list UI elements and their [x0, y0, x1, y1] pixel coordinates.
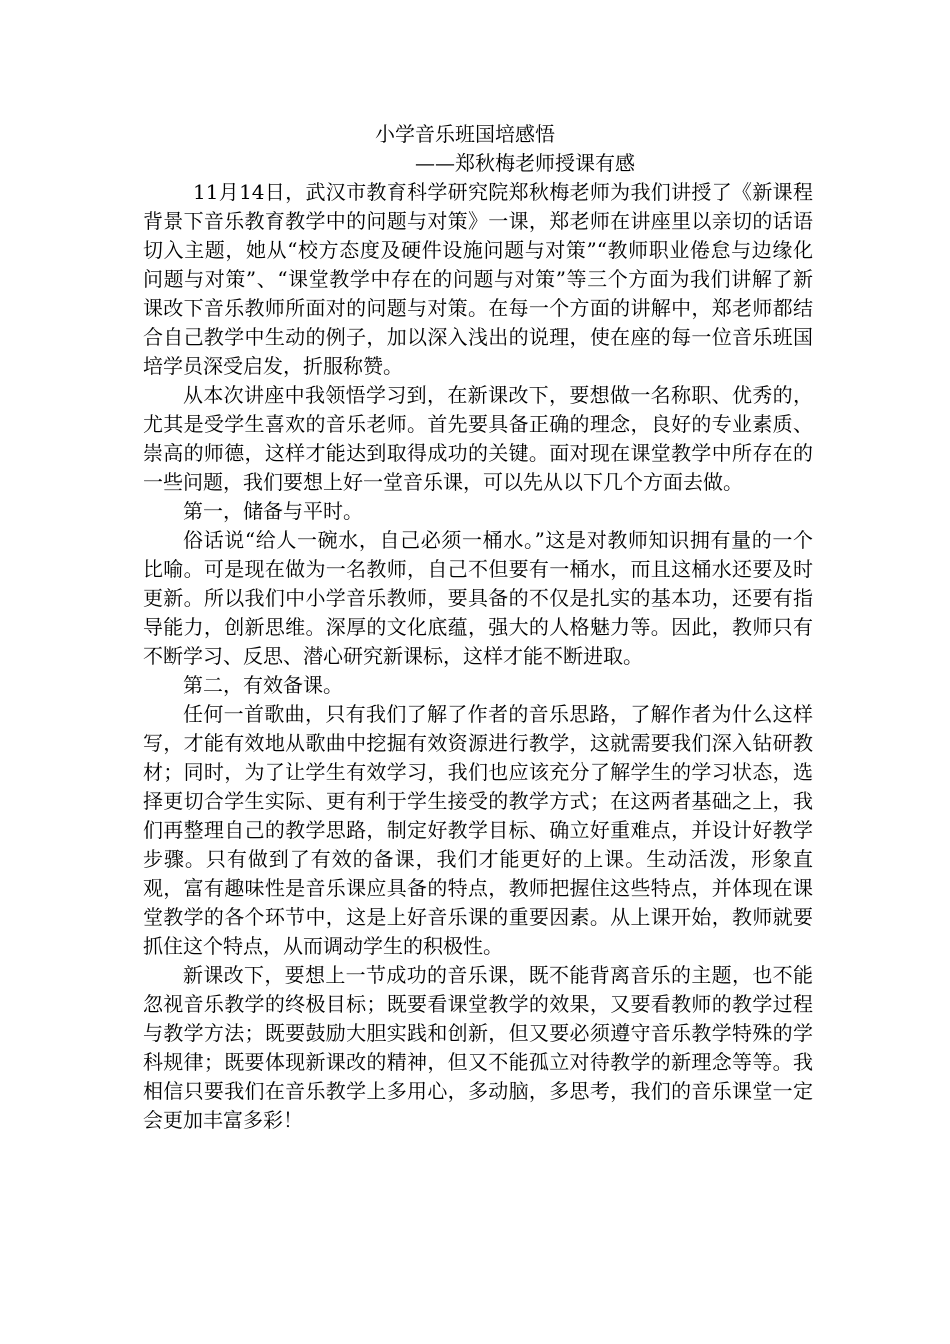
paragraph-heading-second: 第二，有效备课。 — [183, 673, 343, 697]
document-page — [143, 120, 813, 1135]
paragraph-knowledge: 俗话说“给人一碗水，自己必须一桶水。”这是对教师知识拥有量的一个比喻。可是现在做为一名教师，自己不但要有一桶水，而且这桶水还要及时更新。所以我们中小学音乐教师，要具备的不仅是扎实的基本功，还要有指导能力，创新思维。深厚的文化底蕴，强大的人格魅力等。因此，教师只有不断学习、反思、潜心研究新课标，这样才能不断进取。 — [143, 528, 813, 668]
paragraph-heading-first: 第一，储备与平时。 — [183, 499, 363, 523]
paragraph-conclusion: 新课改下，要想上一节成功的音乐课，既不能背离音乐的主题，也不能忽视音乐教学的终极目标；既要看课堂教学的效果，又要看教师的教学过程与教学方法；既要鼓励大胆实践和创新，但又要必须遵守音乐教学特殊的学科规律；既要体现新课改的精神，但又不能孤立对待教学的新理念等等。我相信只要我们在音乐教学上多用心，多动脑，多思考，我们的音乐课堂一定会更加丰富多彩！ — [143, 963, 813, 1132]
document-title: 小学音乐班国培感悟 — [375, 122, 555, 146]
paragraph-lesson-prep: 任何一首歌曲，只有我们了解了作者的音乐思路，了解作者为什么这样写，才能有效地从歌曲中挖掘有效资源进行教学，这就需要我们深入钻研教材；同时，为了让学生有效学习，我们也应该充分了解学生的学习状态，选择更切合学生实际、更有利于学生接受的教学方式；在这两者基础之上，我们再整理自己的教学思路，制定好教学目标、确立好重难点，并设计好教学步骤。只有做到了有效的备课，我们才能更好的上课。生动活泼，形象直观，富有趣味性是音乐课应具备的特点，教师把握住这些特点，并体现在课堂教学的各个环节中，这是上好音乐课的重要因素。从上课开始，教师就要抓住这个特点，从而调动学生的积极性。 — [143, 702, 813, 958]
paragraph-intro: 11月14日，武汉市教育科学研究院郑秋梅老师为我们讲授了《新课程背景下音乐教育教学中的问题与对策》一课，郑老师在讲座里以亲切的话语切入主题，她从“校方态度及硬件设施问题与对策”“教师职业倦怠与边缘化问题与对策”、“课堂教学中存在的问题与对策”等三个方面为我们讲解了新课改下音乐教师所面对的问题与对策。在每一个方面的讲解中，郑老师都结合自己教学中生动的例子，加以深入浅出的说理，使在座的每一位音乐班国培学员深受启发，折服称赞。 — [143, 180, 813, 378]
paragraph-insight: 从本次讲座中我领悟学习到，在新课改下，要想做一名称职、优秀的，尤其是受学生喜欢的音乐老师。首先要具备正确的理念，良好的专业素质、崇高的师德，这样才能达到取得成功的关键。面对现在课堂教学中所存在的一些问题，我们要想上好一堂音乐课，可以先从以下几个方面去做。 — [143, 383, 813, 494]
document-subtitle: ——郑秋梅老师授课有感 — [415, 151, 635, 175]
